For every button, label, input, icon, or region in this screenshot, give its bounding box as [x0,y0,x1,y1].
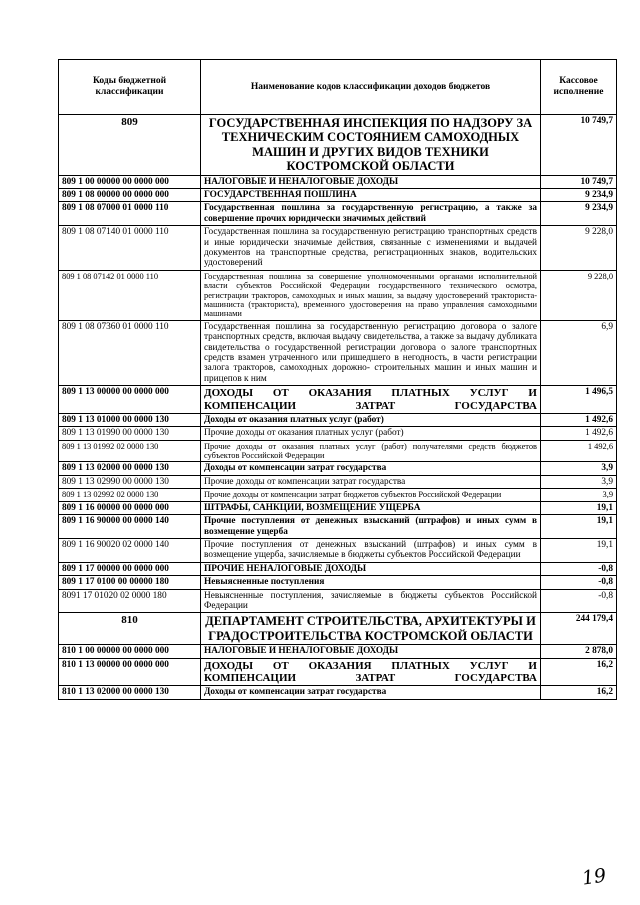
row-amount: 6,9 [541,320,617,385]
row-code: 809 1 08 07142 01 0000 110 [59,270,201,320]
table-row [59,226,617,271]
row-code: 8091 17 01020 02 0000 180 [59,589,201,613]
table-row [59,320,617,385]
row-name: Доходы от компенсации затрат государства [201,686,541,699]
row-name: ДЕПАРТАМЕНТ СТРОИТЕЛЬСТВА, АРХИТЕКТУРЫ И ГРАДОСТРОИТЕЛЬСТВА КОСТРОМСКОЙ ОБЛАСТИ [201,613,541,645]
row-amount: 3,9 [541,462,617,475]
row-amount: -0,8 [541,576,617,589]
row-name: Прочие поступления от денежных взысканий (штрафов) и иных сумм в возмещение ущерба, зачисляемые в бюджеты субъектов Российской Федерации [201,538,541,562]
department-row [59,115,617,176]
row-name: Доходы от оказания платных услуг (работ) [201,413,541,426]
table-row [59,188,617,201]
row-code: 809 1 13 01992 02 0000 130 [59,440,201,462]
table-row [59,501,617,514]
row-code: 809 1 13 02990 00 0000 130 [59,475,201,488]
row-code: 809 1 00 00000 00 0000 000 [59,175,201,188]
row-code: 809 1 13 00000 00 0000 000 [59,386,201,414]
row-name: Прочие доходы от оказания платных услуг (работ) [201,427,541,440]
row-amount: 9 228,0 [541,270,617,320]
row-amount: 2 878,0 [541,645,617,658]
table-header-row [59,60,617,115]
row-amount: 19,1 [541,515,617,539]
row-name: Невыясненные поступления, зачисляемые в бюджеты субъектов Российской Федерации [201,589,541,613]
row-name: Государственная пошлина за государственную регистрацию транспортных средств и иные юридически значимые действия, связанные с изменениями и выдачей документов на транспортные средства, регистрационных знаков, водительских удостоверений [201,226,541,271]
row-amount: 10 749,7 [541,115,617,176]
row-code: 810 [59,613,201,645]
row-amount: 10 749,7 [541,175,617,188]
row-name: Прочие доходы от компенсации затрат бюджетов субъектов Российской Федерации [201,489,541,501]
row-code: 809 1 13 02000 00 0000 130 [59,462,201,475]
row-amount: 1 492,6 [541,427,617,440]
row-code: 809 1 17 00000 00 0000 000 [59,562,201,575]
row-code: 809 1 16 00000 00 0000 000 [59,501,201,514]
page-number: 19 [580,864,608,890]
row-amount: 19,1 [541,538,617,562]
table-row [59,538,617,562]
row-amount: 9 228,0 [541,226,617,271]
row-code: 810 1 13 02000 00 0000 130 [59,686,201,699]
table-row [59,515,617,539]
row-name: ГОСУДАРСТВЕННАЯ ИНСПЕКЦИЯ ПО НАДЗОРУ ЗА ТЕХНИЧЕСКИМ СОСТОЯНИЕМ САМОХОДНЫХ МАШИН И ДРУГИХ ВИДОВ ТЕХНИКИ КОСТРОМСКОЙ ОБЛАСТИ [201,115,541,176]
table-row [59,175,617,188]
row-amount: 19,1 [541,501,617,514]
row-code: 809 1 08 07140 01 0000 110 [59,226,201,271]
row-amount: 244 179,4 [541,613,617,645]
row-name: Доходы от компенсации затрат государства [201,462,541,475]
row-code: 809 1 08 07360 01 0000 110 [59,320,201,385]
row-amount: 1 492,6 [541,413,617,426]
row-name: Прочие доходы от оказания платных услуг (работ) получателями средств бюджетов субъектов Российской Федерации [201,440,541,462]
row-code: 809 1 16 90000 00 0000 140 [59,515,201,539]
table-row [59,475,617,488]
row-name: ШТРАФЫ, САНКЦИИ, ВОЗМЕЩЕНИЕ УЩЕРБА [201,501,541,514]
row-amount: -0,8 [541,589,617,613]
table-row [59,576,617,589]
row-amount: 9 234,9 [541,188,617,201]
table-row [59,462,617,475]
row-code: 809 1 16 90020 02 0000 140 [59,538,201,562]
row-name: Невыясненные поступления [201,576,541,589]
row-code: 809 1 08 00000 00 0000 000 [59,188,201,201]
revenue-table [58,59,617,700]
table-row [59,440,617,462]
row-name: Прочие доходы от компенсации затрат государства [201,475,541,488]
row-name: Государственная пошлина за совершение уполномоченными органами исполнительной власти субъектов Российской Федерации государственного технического осмотра, регистрации тракторов, самоходных и иных машин, за выдачу удостоверений тракториста- машиниста (тракториста), временного удостоверения на право управления самоходными машинами [201,270,541,320]
row-amount: 9 234,9 [541,202,617,226]
department-row [59,613,617,645]
row-amount: -0,8 [541,562,617,575]
table-row [59,589,617,613]
row-name: Государственная пошлина за государственную регистрацию договора о залоге транспортных средств, включая выдачу свидетельства, а также за выдачу дубликата свидетельства о государственной регистрации договора о залоге транспортных средств взамен утраченного или пришедшего в негодность, в части регистрации залога тракторов, самоходных дорожно- строительных машин и иных машин и прицепов к ним [201,320,541,385]
header-code: Коды бюджетной классификации [59,60,201,115]
table-row [59,686,617,699]
table-row [59,413,617,426]
row-amount: 16,2 [541,658,617,686]
row-name: ГОСУДАРСТВЕННАЯ ПОШЛИНА [201,188,541,201]
row-amount: 1 492,6 [541,440,617,462]
row-code: 809 [59,115,201,176]
table-row [59,658,617,686]
row-code: 810 1 13 00000 00 0000 000 [59,658,201,686]
table-row [59,645,617,658]
row-code: 809 1 08 07000 01 0000 110 [59,202,201,226]
row-name: Государственная пошлина за государственную регистрацию, а также за совершение прочих юридически значимых действий [201,202,541,226]
header-name: Наименование кодов классификации доходов бюджетов [201,60,541,115]
row-name: ДОХОДЫ ОТ ОКАЗАНИЯ ПЛАТНЫХ УСЛУГ И КОМПЕНСАЦИИ ЗАТРАТ ГОСУДАРСТВА [201,658,541,686]
row-name: Прочие поступления от денежных взысканий (штрафов) и иных сумм в возмещение ущерба [201,515,541,539]
row-name: ДОХОДЫ ОТ ОКАЗАНИЯ ПЛАТНЫХ УСЛУГ И КОМПЕНСАЦИИ ЗАТРАТ ГОСУДАРСТВА [201,386,541,414]
row-code: 809 1 13 02992 02 0000 130 [59,489,201,501]
row-name: ПРОЧИЕ НЕНАЛОГОВЫЕ ДОХОДЫ [201,562,541,575]
table-row [59,270,617,320]
row-code: 809 1 13 01000 00 0000 130 [59,413,201,426]
row-amount: 3,9 [541,489,617,501]
row-code: 810 1 00 00000 00 0000 000 [59,645,201,658]
row-amount: 1 496,5 [541,386,617,414]
row-name: НАЛОГОВЫЕ И НЕНАЛОГОВЫЕ ДОХОДЫ [201,175,541,188]
table-row [59,202,617,226]
table-row [59,386,617,414]
row-amount: 3,9 [541,475,617,488]
row-name: НАЛОГОВЫЕ И НЕНАЛОГОВЫЕ ДОХОДЫ [201,645,541,658]
row-code: 809 1 17 0100 00 00000 180 [59,576,201,589]
row-code: 809 1 13 01990 00 0000 130 [59,427,201,440]
header-amount: Кассовое исполнение [541,60,617,115]
table-row [59,489,617,501]
row-amount: 16,2 [541,686,617,699]
table-row [59,562,617,575]
table-row [59,427,617,440]
